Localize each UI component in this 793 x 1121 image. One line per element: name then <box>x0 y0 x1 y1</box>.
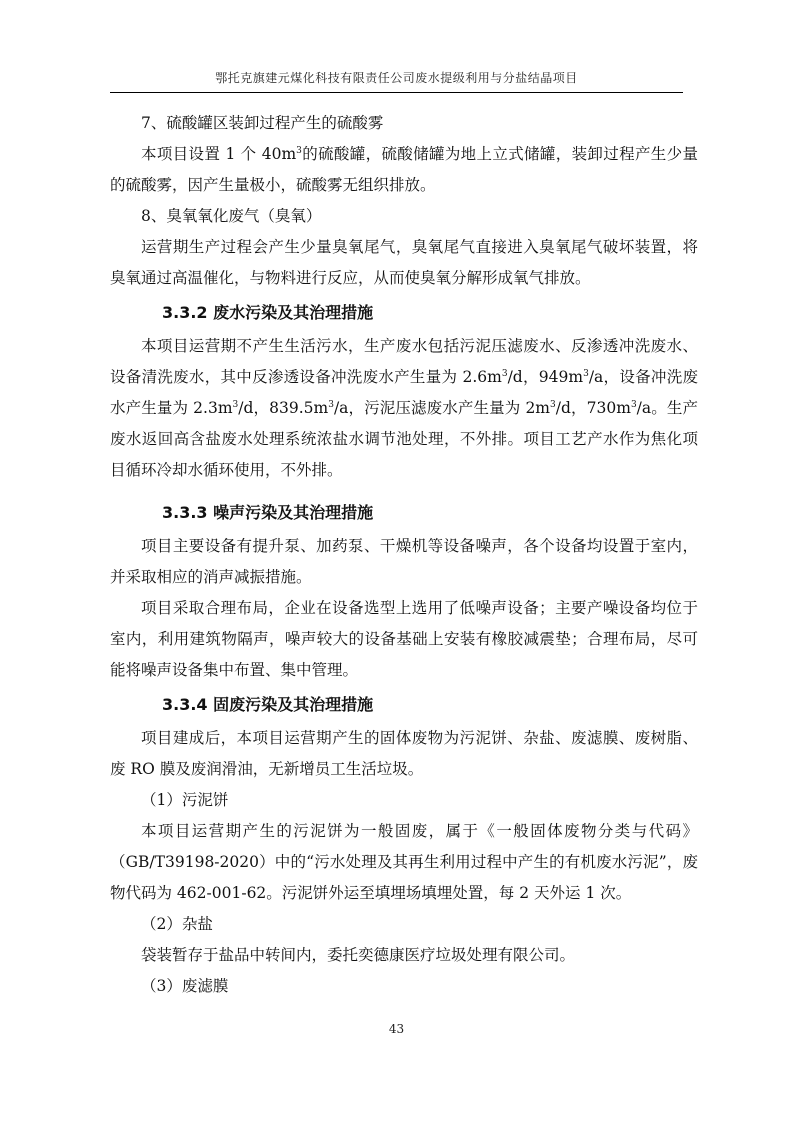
section-3-3-4-paragraph: 项目建成后，本项目运营期产生的固体废物为污泥饼、杂盐、废滤膜、废树脂、废 RO 膜及废润滑油，无新增员工生活垃圾。 <box>110 729 698 778</box>
section-3-3-4-heading: 3.3.4 固废污染及其治理措施 <box>162 695 374 714</box>
page-number: 43 <box>388 1022 405 1036</box>
header-divider <box>110 92 683 93</box>
sub-item-1-paragraph: 本项目运营期产生的污泥饼为一般固废，属于《一般固体废物分类与代码》（GB/T39198-2020）中的“污水处理及其再生利用过程中产生的有机废水污泥”，废物代码为 462-001-62。污泥饼外运至填埋场填埋处置，每 2 天外运 1 次。 <box>110 822 698 902</box>
sub-item-3-title: （3）废滤膜 <box>141 977 229 995</box>
spacer <box>110 486 698 494</box>
sub-item-2-title: （2）杂盐 <box>141 915 213 933</box>
item-8-title: 8、臭氧氧化废气（臭氧） <box>141 207 322 225</box>
item-7-paragraph: 本项目设置 1 个 $40m^3$的硫酸罐，硫酸储罐为地上立式储罐，装卸过程产生少量的硫酸雾，因产生量极小，硫酸雾无组织排放。 <box>110 145 698 194</box>
sub-item-2-paragraph: 袋装暂存于盐品中转间内，委托奕德康医疗垃圾处理有限公司。 <box>141 946 576 964</box>
section-3-3-3-heading: 3.3.3 噪声污染及其治理措施 <box>162 503 374 522</box>
section-3-3-3-paragraph-1: 项目主要设备有提升泵、加药泵、干燥机等设备噪声，各个设备均设置于室内，并采取相应的消声减振措施。 <box>110 537 698 586</box>
section-3-3-2-paragraph: 本项目运营期不产生生活污水，生产废水包括污泥压滤废水、反渗透冲洗废水、设备清洗废水，其中反渗透设备冲洗废水产生量为 $2.6m^3/d$，$949m^3/a$，设备冲洗废水产生量为 $2.3m^3/d$，$839.5m^3/a$，污泥压滤废水产生量为 $2m^3/d$，$730m^3/a$。生产废水返回高含盐废水处理系统浓盐水调节池处理，不外排。项目工艺产水作为焦化项目循环冷却水循环使用，不外排。 <box>110 337 699 479</box>
page-header: 鄂托克旗建元煤化科技有限责任公司废水提级利用与分盐结晶项目 <box>215 71 578 85</box>
section-3-3-3-paragraph-2: 项目采取合理布局，企业在设备选型上选用了低噪声设备；主要产噪设备均位于室内，利用建筑物隔声，噪声较大的设备基础上安装有橡胶减震垫；合理布局，尽可能将噪声设备集中布置、集中管理。 <box>110 599 698 679</box>
sub-item-1-title: （1）污泥饼 <box>141 791 229 809</box>
item-8-paragraph: 运营期生产过程会产生少量臭氧尾气，臭氧尾气直接进入臭氧尾气破坏装置，将臭氧通过高温催化，与物料进行反应，从而使臭氧分解形成氧气排放。 <box>110 238 698 287</box>
item-7-title: 7、硫酸罐区装卸过程产生的硫酸雾 <box>141 114 384 132</box>
page-content <box>110 108 698 1002</box>
section-3-3-2-heading: 3.3.2 废水污染及其治理措施 <box>162 303 374 322</box>
